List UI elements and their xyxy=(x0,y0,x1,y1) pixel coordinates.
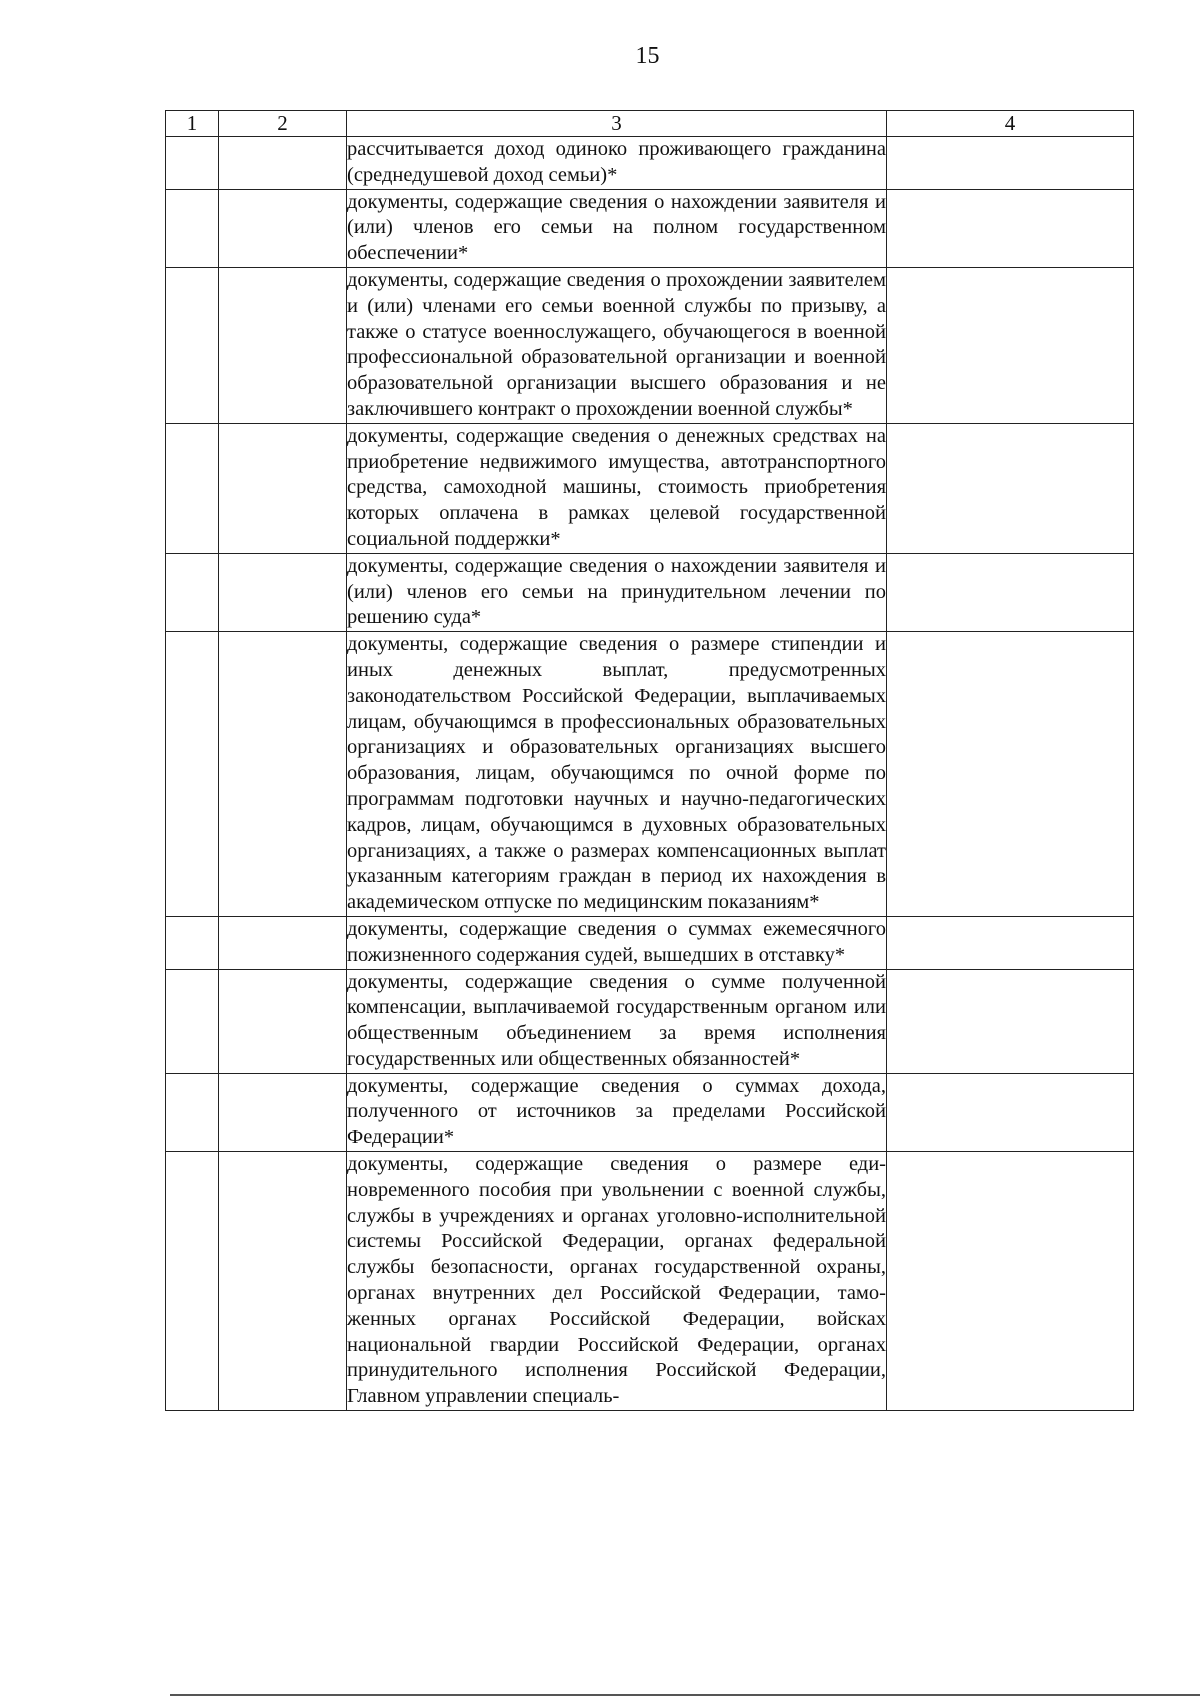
col-1-cell xyxy=(166,1152,219,1411)
col-2-cell xyxy=(219,189,347,267)
table-row xyxy=(166,553,1134,631)
page-number: 15 xyxy=(635,43,660,69)
col-1-cell xyxy=(166,189,219,267)
col-2-cell xyxy=(219,1152,347,1411)
document-requirement-cell: документы, содержащие сведения о суммах дохода, полученного от источников за пределами Российской Федерации* xyxy=(347,1073,887,1151)
col-1-cell xyxy=(166,423,219,553)
col-1-cell xyxy=(166,267,219,423)
table-row xyxy=(166,969,1134,1073)
table-row xyxy=(166,916,1134,969)
document-requirement-cell: рассчитывается доход одиноко проживающего гражданина (среднедушевой доход семьи)* xyxy=(347,137,887,190)
document-requirement-cell: документы, содержащие сведения о нахождении заявителя и (или) членов его семьи на полном государственном обеспечении* xyxy=(347,189,887,267)
col-4-cell xyxy=(887,423,1134,553)
document-requirement-cell: документы, содержащие сведения о нахождении заявителя и (или) членов его семьи на принудительном лечении по решению суда* xyxy=(347,553,887,631)
document-requirement-cell: документы, содержащие сведения о размере единовременного пособия при увольнении с военной службы, службы в учреждениях и органах уголовно-исполнительной системы Российской Федерации, органах федеральной службы безопасности, органах государственной охраны, органах внутренних дел Российской Федерации, таможенных органах Российской Федерации, войсках национальной гвардии Российской Федерации, органах принудительного исполнения Российской Федерации, Главном управлении специаль- xyxy=(347,1152,887,1411)
col-4-cell xyxy=(887,267,1134,423)
col-1-cell xyxy=(166,137,219,190)
col-2-cell xyxy=(219,969,347,1073)
col-1-cell xyxy=(166,969,219,1073)
col-1-cell xyxy=(166,553,219,631)
col-1-cell xyxy=(166,632,219,917)
document-requirement-cell: документы, содержащие сведения о сумме полученной компенсации, выплачиваемой государственным органом или общественным объединением за время исполнения государственных или общественных обязанностей* xyxy=(347,969,887,1073)
col-2-cell xyxy=(219,137,347,190)
column-header-2: 2 xyxy=(219,111,347,137)
column-header-1: 1 xyxy=(166,111,219,137)
col-4-cell xyxy=(887,1073,1134,1151)
table-row xyxy=(166,267,1134,423)
col-4-cell xyxy=(887,916,1134,969)
col-4-cell xyxy=(887,632,1134,917)
table-row xyxy=(166,423,1134,553)
col-2-cell xyxy=(219,423,347,553)
document-requirement-cell: документы, содержащие сведения о прохождении заявителем и (или) членами его семьи военной службы по призыву, а также о статусе военнослужащего, обучающегося в военной профессиональной образовательной организации и военной образовательной организации высшего образования и не заключившего контракт о прохождении военной службы* xyxy=(347,267,887,423)
column-header-3: 3 xyxy=(347,111,887,137)
table-row xyxy=(166,189,1134,267)
col-2-cell xyxy=(219,267,347,423)
column-header-4: 4 xyxy=(887,111,1134,137)
col-2-cell xyxy=(219,1073,347,1151)
col-4-cell xyxy=(887,553,1134,631)
table-body xyxy=(166,137,1134,1411)
col-4-cell xyxy=(887,189,1134,267)
col-4-cell xyxy=(887,137,1134,190)
column-number-row xyxy=(166,111,1134,137)
table-row xyxy=(166,1152,1134,1411)
col-1-cell xyxy=(166,1073,219,1151)
col-2-cell xyxy=(219,632,347,917)
requirements-table xyxy=(165,110,1134,1411)
table-row xyxy=(166,137,1134,190)
col-4-cell xyxy=(887,969,1134,1073)
document-requirement-cell: документы, содержащие сведения о суммах ежемесячного пожизненного содержания судей, вышедших в отставку* xyxy=(347,916,887,969)
col-2-cell xyxy=(219,553,347,631)
scan-bottom-edge xyxy=(170,1694,1200,1696)
table-row xyxy=(166,632,1134,917)
col-4-cell xyxy=(887,1152,1134,1411)
table-row xyxy=(166,1073,1134,1151)
col-2-cell xyxy=(219,916,347,969)
col-1-cell xyxy=(166,916,219,969)
document-requirement-cell: документы, содержащие сведения о денежных средствах на приобретение недвижимого имущества, автотранспортного средства, самоходной машины, стоимость приобретения которых оплачена в рамках целевой государственной социальной поддержки* xyxy=(347,423,887,553)
document-requirement-cell: документы, содержащие сведения о размере стипендии и иных денежных выплат, предусмотренных законодательством Российской Федерации, выплачиваемых лицам, обучающимся в профессиональных образовательных организациях и образовательных организациях высшего образования, лицам, обучающимся по очной форме по программам подготовки научных и научно-педагогических кадров, лицам, обучающимся в духовных образовательных организациях, а также о размерах компенсационных выплат указанным категориям граждан в период их нахождения в академическом отпуске по медицинским показаниям* xyxy=(347,632,887,917)
